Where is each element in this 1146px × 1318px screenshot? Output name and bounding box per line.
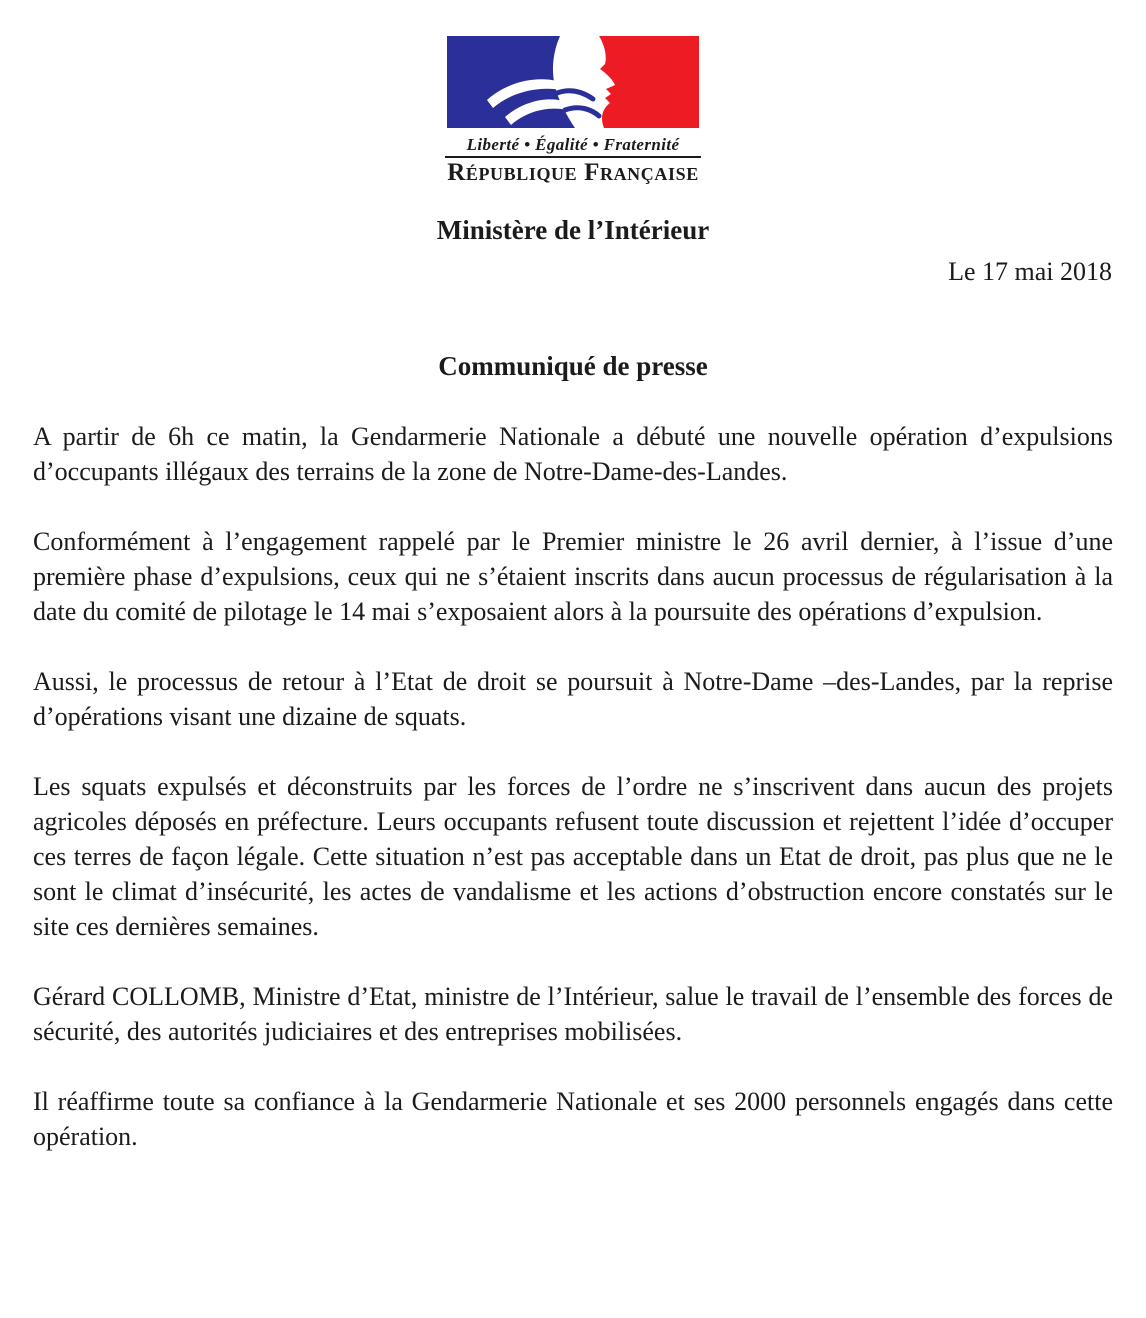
body-paragraph: Gérard COLLOMB, Ministre d’Etat, ministre de l’Intérieur, salue le travail de l’ensemble des forces de sécurité, des autorités judiciaires et des entreprises mobilisées. (33, 982, 1113, 1046)
release-date: Le 17 mai 2018 (948, 257, 1112, 286)
logo-motto: Liberté • Égalité • Fraternité (466, 135, 680, 154)
body-paragraph: Il réaffirme toute sa confiance à la Gendarmerie Nationale et ses 2000 personnels engagés dans cette opération. (33, 1087, 1113, 1151)
body-paragraph: Aussi, le processus de retour à l’Etat de droit se poursuit à Notre-Dame –des-Landes, par la reprise d’opérations visant une dizaine de squats. (33, 667, 1113, 731)
body-paragraph: Conformément à l’engagement rappelé par le Premier ministre le 26 avril dernier, à l’issue d’une première phase d’expulsions, ceux qui ne s’étaient inscrits dans aucun processus de régularisation à la date du comité de pilotage le 14 mai s’exposaient alors à la poursuite des opérations d’expulsion. (33, 527, 1113, 626)
ministry-name: Ministère de l’Intérieur (436, 215, 710, 245)
body-paragraph: Les squats expulsés et déconstruits par les forces de l’ordre ne s’inscrivent dans aucun des projets agricoles déposés en préfecture. Leurs occupants refusent toute discussion et rejettent l’idée d’occuper ces terres de façon légale. Cette situation n’est pas acceptable dans un Etat de droit, pas plus que ne le sont le climat d’insécurité, les actes de vandalisme et les actions d’obstruction encore constatés sur le site ces dernières semaines. (33, 772, 1113, 941)
press-release-body (0, 350, 1146, 1154)
logo-republic-label: République Française (447, 159, 699, 186)
marianne-flag-icon (447, 36, 699, 128)
date-row (0, 255, 1146, 288)
masthead (0, 0, 1146, 247)
document-title: Communiqué de presse (438, 351, 708, 381)
republique-francaise-logo (445, 36, 701, 188)
body-text (0, 383, 1146, 1154)
body-paragraph: A partir de 6h ce matin, la Gendarmerie Nationale a débuté une nouvelle opération d’expulsions d’occupants illégaux des terrains de la zone de Notre-Dame-des-Landes. (33, 422, 1113, 486)
